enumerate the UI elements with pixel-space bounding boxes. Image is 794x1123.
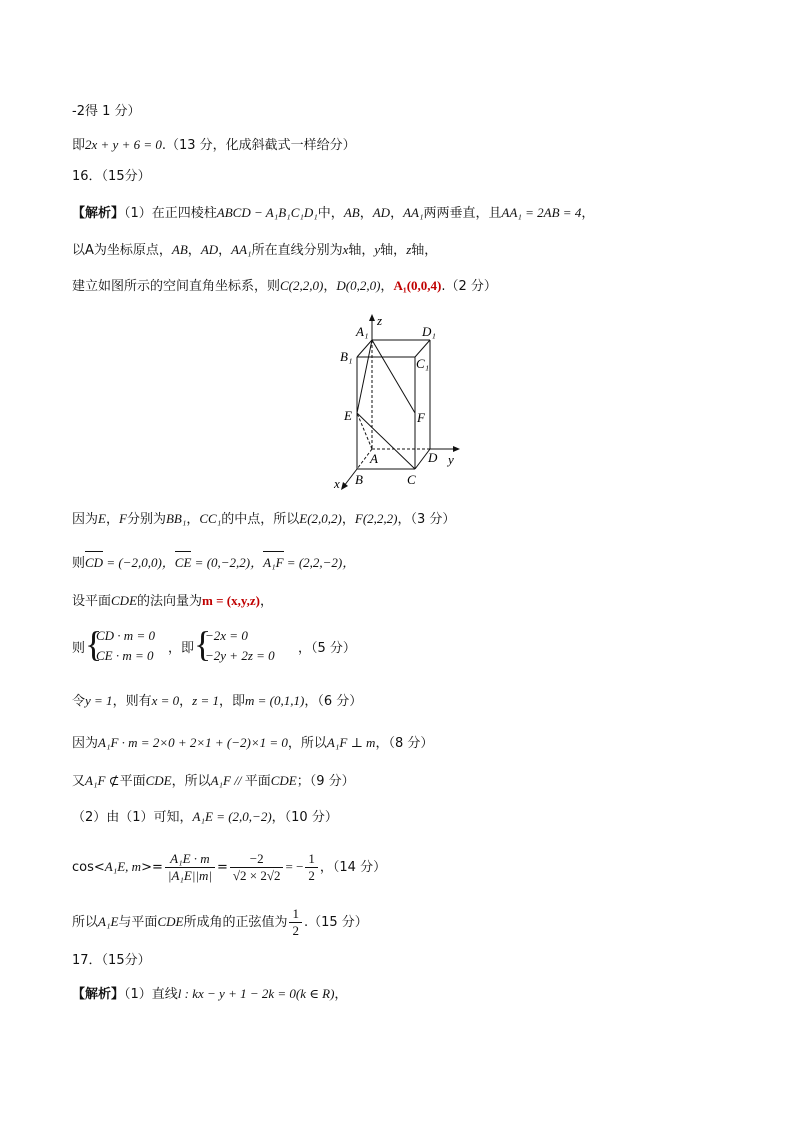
math: AA₁ bbox=[231, 242, 252, 257]
text: ， bbox=[581, 206, 595, 221]
math: x bbox=[342, 242, 349, 257]
math: D(0,2,0) bbox=[336, 278, 381, 293]
text: 又 bbox=[72, 774, 86, 789]
math: = (−2,0,0)， bbox=[103, 555, 175, 570]
math: A₁E, m bbox=[104, 859, 142, 874]
text: 平面 bbox=[244, 774, 271, 789]
label-b: B bbox=[355, 472, 363, 487]
analysis-tag: 【解析】 bbox=[72, 206, 125, 221]
cosine-formula-line bbox=[72, 850, 386, 885]
label-f: F bbox=[417, 410, 425, 425]
x-arrow-icon bbox=[341, 482, 348, 490]
prism-figure bbox=[330, 310, 470, 492]
equation: 2x + y + 6 = 0 bbox=[85, 137, 162, 152]
denominator: |A₁E||m| bbox=[167, 868, 212, 883]
text-line bbox=[72, 277, 497, 296]
text: 所以 bbox=[72, 915, 99, 930]
fraction bbox=[289, 906, 302, 939]
numerator: 1 bbox=[289, 906, 302, 923]
math: AD bbox=[200, 242, 219, 257]
text: 两两垂直，且 bbox=[423, 206, 502, 221]
text: 中， bbox=[317, 206, 344, 221]
label-a: A bbox=[370, 451, 378, 466]
text-line bbox=[72, 204, 594, 223]
y-arrow-icon bbox=[453, 446, 460, 452]
text: 所在直线分别为 bbox=[251, 243, 343, 258]
math: BB₁ bbox=[165, 511, 187, 526]
text: .（15 分） bbox=[303, 915, 368, 930]
text: 所成角的正弦值为 bbox=[183, 915, 288, 930]
text-line bbox=[72, 808, 338, 827]
hidden-edge bbox=[357, 413, 372, 449]
text-line bbox=[72, 985, 347, 1004]
math: CC₁ bbox=[199, 511, 222, 526]
text: 与平面 bbox=[118, 915, 158, 930]
highlight-coordinate: A₁(0,0,4) bbox=[393, 278, 442, 293]
text: ，即 bbox=[218, 694, 245, 709]
math: m = (0,1,1) bbox=[245, 693, 305, 708]
text: = − bbox=[285, 859, 304, 874]
text: 建立如图所示的空间直角坐标系，则 bbox=[72, 279, 281, 294]
text: ， bbox=[179, 694, 193, 709]
math: E(2,0,2) bbox=[299, 511, 342, 526]
segment-ec bbox=[357, 413, 415, 469]
text: 即 bbox=[72, 138, 86, 153]
math: AD bbox=[372, 205, 391, 220]
text: ，（3 分） bbox=[397, 512, 456, 527]
system-1 bbox=[96, 626, 155, 666]
highlight-normal-vector: m = (x,y,z) bbox=[202, 593, 260, 608]
text: 则 bbox=[72, 641, 86, 656]
math: A₁E = (2,0,−2) bbox=[192, 809, 272, 824]
segment-a1e bbox=[357, 340, 372, 413]
numerator: A₁E · m bbox=[165, 851, 215, 868]
text: ，（6 分） bbox=[304, 694, 363, 709]
text: ， bbox=[390, 206, 404, 221]
text: ， bbox=[218, 243, 232, 258]
vector: CE bbox=[174, 555, 192, 570]
text-line bbox=[72, 692, 362, 711]
text: 轴， bbox=[380, 243, 407, 258]
text-line bbox=[72, 510, 455, 529]
label-a1: A₁ bbox=[356, 324, 369, 339]
text: ，（10 分） bbox=[271, 810, 338, 825]
vector: CD bbox=[85, 555, 104, 570]
equation: CE · m = 0 bbox=[96, 648, 154, 663]
math: AB bbox=[171, 242, 188, 257]
text: （1）直线 bbox=[124, 987, 178, 1002]
text: .（13 分，化成斜截式一样给分） bbox=[161, 138, 356, 153]
edge bbox=[415, 340, 430, 357]
math: A₁F ⊄ bbox=[85, 773, 120, 788]
text: ，即 bbox=[168, 641, 195, 656]
denominator: √2 × 2√2 bbox=[232, 868, 281, 883]
fraction bbox=[165, 851, 215, 884]
text: 以A为坐标原点， bbox=[72, 243, 172, 258]
label-d: D bbox=[428, 450, 438, 465]
math: CDE bbox=[111, 593, 138, 608]
label-b1: B₁ bbox=[340, 349, 353, 364]
analysis-tag: 【解析】 bbox=[72, 987, 125, 1002]
math: C(2,2,0) bbox=[280, 278, 324, 293]
brace-icon: { bbox=[85, 624, 103, 664]
segment-a1f bbox=[372, 340, 415, 413]
math: CDE bbox=[270, 773, 297, 788]
text: 平面 bbox=[119, 774, 146, 789]
text: ，所以 bbox=[171, 774, 211, 789]
math: CDE bbox=[157, 914, 184, 929]
math: z = 1 bbox=[192, 693, 219, 708]
math: F(2,2,2) bbox=[354, 511, 398, 526]
z-arrow-icon bbox=[369, 314, 375, 321]
text: ， bbox=[359, 206, 373, 221]
math: A₁F · m = 2×0 + 2×1 + (−2)×1 = 0 bbox=[98, 735, 288, 750]
text: 因为 bbox=[72, 736, 99, 751]
text: 16．（15分） bbox=[72, 169, 151, 184]
text: （2）由（1）可知， bbox=[72, 810, 193, 825]
numerator: −2 bbox=[230, 851, 284, 868]
math: ABCD − A₁B₁C₁D₁ bbox=[216, 205, 318, 220]
equation-system-line bbox=[72, 620, 472, 670]
text-line bbox=[72, 592, 273, 611]
text: ， bbox=[187, 243, 201, 258]
math: A₁F ⊥ m bbox=[326, 735, 376, 750]
text: （1）在正四棱柱 bbox=[124, 206, 217, 221]
problem-number bbox=[72, 952, 151, 970]
math: = (2,2,−2)， bbox=[283, 555, 356, 570]
text: ；（9 分） bbox=[296, 774, 355, 789]
text-line bbox=[72, 241, 437, 260]
problem-number bbox=[72, 168, 151, 186]
label-y: y bbox=[448, 452, 454, 467]
math: AA₁ bbox=[403, 205, 424, 220]
label-c: C bbox=[407, 472, 416, 487]
math: A₁F // bbox=[210, 773, 245, 788]
math: F bbox=[118, 511, 127, 526]
text: ，（5 分） bbox=[298, 641, 356, 656]
math: y bbox=[374, 242, 381, 257]
text: .（2 分） bbox=[441, 279, 497, 294]
text: ， bbox=[105, 512, 119, 527]
label-z: z bbox=[377, 313, 383, 328]
numerator: 1 bbox=[305, 851, 318, 868]
text-line bbox=[72, 136, 356, 155]
text: = bbox=[216, 860, 228, 875]
math: l : kx − y + 1 − 2k = 0(k ∈ R) bbox=[177, 986, 335, 1001]
math: E bbox=[98, 511, 106, 526]
text: 轴， bbox=[348, 243, 375, 258]
text: ， bbox=[334, 987, 348, 1002]
text-line bbox=[72, 103, 141, 121]
label-x: x bbox=[334, 476, 340, 491]
math: CDE bbox=[145, 773, 172, 788]
vector: A₁F bbox=[263, 555, 284, 570]
text: ，所以 bbox=[287, 736, 327, 751]
text: 分别为 bbox=[126, 512, 166, 527]
denominator: 2 bbox=[292, 923, 299, 938]
label-e: E bbox=[344, 408, 352, 423]
text: ， bbox=[341, 512, 355, 527]
text: 的法向量为 bbox=[137, 594, 203, 609]
text: 17．（15分） bbox=[72, 953, 151, 968]
label-c1: C₁ bbox=[416, 356, 430, 371]
text-line bbox=[72, 772, 355, 791]
text: >= bbox=[141, 860, 163, 875]
text: ，则有 bbox=[112, 694, 152, 709]
brace-icon: { bbox=[194, 624, 212, 664]
math: z bbox=[406, 242, 412, 257]
text-line bbox=[72, 734, 433, 753]
text: cos< bbox=[72, 860, 105, 875]
fraction bbox=[230, 851, 284, 884]
math: AA₁ = 2AB = 4 bbox=[501, 205, 582, 220]
text: ，（14 分） bbox=[319, 860, 387, 875]
text: 设平面 bbox=[72, 594, 112, 609]
text: ， bbox=[186, 512, 200, 527]
math: AB bbox=[343, 205, 360, 220]
math: = (0,−2,2)， bbox=[191, 555, 264, 570]
text-line bbox=[72, 905, 368, 940]
text: ， bbox=[380, 279, 394, 294]
text: 轴， bbox=[411, 243, 438, 258]
text: -2得 1 分） bbox=[72, 104, 141, 119]
label-d1: D₁ bbox=[422, 324, 436, 339]
equation: −2y + 2z = 0 bbox=[205, 648, 275, 663]
text: 则 bbox=[72, 556, 86, 571]
text: ， bbox=[259, 594, 273, 609]
denominator: 2 bbox=[308, 868, 315, 883]
text: 因为 bbox=[72, 512, 99, 527]
text: 的中点，所以 bbox=[221, 512, 300, 527]
system-2 bbox=[205, 626, 275, 666]
math: x = 0 bbox=[151, 693, 180, 708]
text: 令 bbox=[72, 694, 86, 709]
fraction bbox=[305, 851, 318, 884]
equation: CD · m = 0 bbox=[96, 628, 155, 643]
math: A₁E bbox=[98, 914, 119, 929]
math: y = 1 bbox=[85, 693, 113, 708]
text-line bbox=[72, 554, 355, 573]
equation: −2x = 0 bbox=[205, 628, 248, 643]
text: ， bbox=[323, 279, 337, 294]
text: ，（8 分） bbox=[375, 736, 434, 751]
